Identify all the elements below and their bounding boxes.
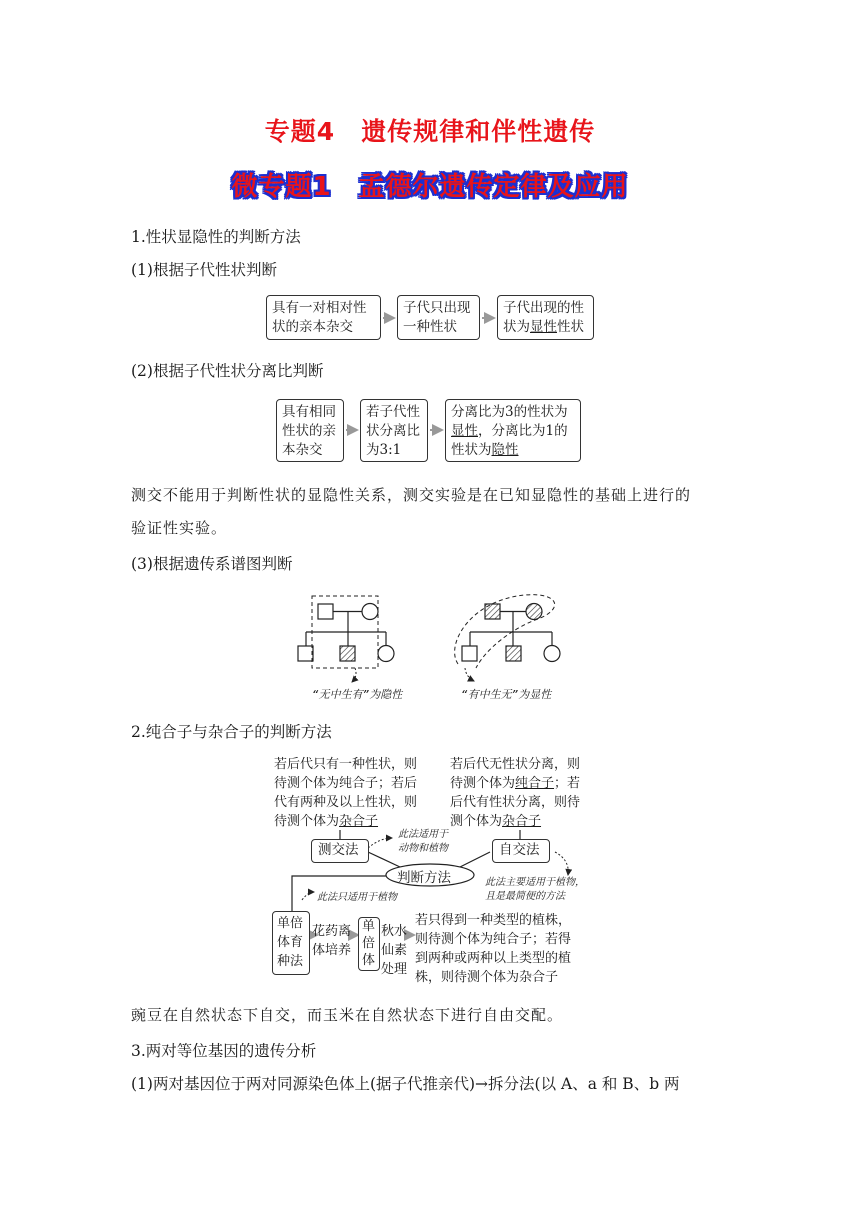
- selfcross-note: [485, 876, 585, 904]
- selfcross-note-1: 此法主要适用于植物，: [485, 877, 585, 888]
- ped-left-child-1: [298, 646, 313, 661]
- colchicine-text: [381, 922, 407, 979]
- testcross-l4-u: 杂合子: [339, 814, 379, 829]
- selfcross-l2-post: ；若: [554, 776, 581, 791]
- flow2-b3-recessive: 隐性: [491, 442, 519, 458]
- flow2-box1-line3: 本杂交: [282, 442, 323, 458]
- pedigree-right: [455, 595, 560, 681]
- flow1-box1-line2: 状的亲本杂交: [272, 319, 353, 335]
- anther-culture-text: [312, 922, 351, 960]
- result-line-2: 则待测个体为纯合子；若得: [415, 932, 572, 947]
- haploid-note: 此法只适用于植物: [317, 892, 397, 903]
- flow1-b3-pre: 状为: [503, 319, 530, 335]
- testcross-line-3: 代有两种及以上性状，则: [274, 795, 418, 810]
- colch-line-1: 秋水: [381, 924, 408, 939]
- page-subtitle: 微专题1 孟德尔遗传定律及应用: [231, 172, 629, 202]
- section-2-heading: 2.纯合子与杂合子的判断方法: [131, 723, 332, 741]
- testcross-note-1: 此法适用于: [398, 829, 448, 840]
- pedigree-left: [298, 596, 394, 682]
- flow2-box1-line2: 性状的亲: [282, 423, 336, 439]
- flow2-b3-dominant: 显性: [451, 423, 478, 439]
- selfcross-l2-pre: 待测个体为: [450, 776, 516, 791]
- haploid-box-line-1: 单倍: [277, 916, 304, 931]
- haploid-breeding-box: [272, 911, 310, 975]
- testcross-method-box: 测交法: [311, 839, 369, 863]
- flow1-box2-line1: 子代只出现: [403, 300, 471, 316]
- section-1-p1: (1)根据子代性状判断: [131, 261, 277, 279]
- testcross-line-2: 待测个体为纯合子；若后: [274, 776, 418, 791]
- colch-line-2: 仙素: [381, 943, 408, 958]
- result-line-4: 株，则待测个体为杂合子: [415, 970, 559, 985]
- flow2-box1-line1: 具有相同: [282, 404, 336, 420]
- flow1-box3-line1: 子代出现的性: [503, 300, 584, 316]
- testcross-line-1: 若后代只有一种性状，则: [274, 757, 418, 772]
- haploid-char-1: 单: [362, 919, 376, 934]
- testcross-note: [398, 828, 448, 856]
- flow1-b3-post: 性状: [557, 319, 584, 335]
- flow1-box1-line1: 具有一对相对性: [272, 300, 367, 316]
- pedigree-right-label: “有中生无”为显性: [461, 688, 552, 701]
- testcross-note-2: 动物和植物: [398, 843, 448, 854]
- section-1-heading: 1.性状显隐性的判断方法: [131, 228, 301, 246]
- note-line-2: 验证性实验。: [131, 519, 228, 537]
- selfcross-line-3: 后代有性状分离，则待: [450, 795, 581, 810]
- flow2-box2-line2: 状分离比: [366, 423, 420, 439]
- pedigree-left-label: “无中生有”为隐性: [312, 688, 403, 701]
- flow2-arrows: [0, 380, 860, 480]
- section-3-p1: (1)两对基因位于两对同源染色体上(据子代推亲代)→拆分法(以 A、a 和 B、b 两: [131, 1075, 680, 1093]
- ped-right-mother: [526, 604, 542, 620]
- flow2-b3-pre: 性状为: [451, 442, 492, 458]
- anther-line-1: 花药离: [312, 924, 352, 939]
- flow2-box3-line1: 分离比为3的性状为: [451, 404, 568, 420]
- mid-note: 豌豆在自然状态下自交，而玉米在自然状态下进行自由交配。: [131, 1006, 564, 1024]
- flow2-box2-line1: 若子代性: [366, 404, 420, 420]
- section-1-p3: (3)根据遗传系谱图判断: [131, 555, 293, 573]
- selfcross-note-2: 且是最简便的方法: [485, 891, 565, 902]
- selfcross-l4-pre: 测个体为: [450, 814, 503, 829]
- haploid-result-text: [415, 911, 571, 987]
- section-1-p2: (2)根据子代性状分离比判断: [131, 362, 324, 380]
- selfcross-method-box: 自交法: [492, 839, 550, 863]
- selfcross-line-2: [450, 774, 580, 793]
- ped-right-child-3: [544, 646, 560, 662]
- haploid-box-line-2: 体育: [277, 935, 304, 950]
- anther-line-2: 体培养: [312, 943, 352, 958]
- haploid-char-3: 体: [362, 953, 376, 968]
- testcross-l4-pre: 待测个体为: [274, 814, 340, 829]
- ped-left-child-affected: [340, 646, 355, 661]
- result-line-1: 若只得到一种类型的植株，: [415, 913, 572, 928]
- selfcross-line-1: 若后代无性状分离，则: [450, 757, 581, 772]
- flow2-b3-post: ，分离比为1的: [478, 423, 568, 439]
- flow1-b3-underline: 显性: [530, 319, 557, 335]
- result-line-3: 到两种或两种以上类型的植: [415, 951, 572, 966]
- ped-left-child-3: [378, 646, 394, 662]
- method-oval-label: 判断方法: [397, 870, 451, 886]
- selfcross-l4-u: 杂合子: [502, 814, 542, 829]
- haploid-char-2: 倍: [362, 936, 376, 951]
- haploid-box-line-3: 种法: [277, 954, 304, 969]
- section-3-heading: 3.两对等位基因的遗传分析: [131, 1042, 317, 1060]
- flow2-box2-line3: 为3:1: [366, 442, 402, 458]
- colch-line-3: 处理: [381, 962, 408, 977]
- flow1-box2-line2: 一种性状: [403, 319, 457, 335]
- ped-right-child-2: [506, 646, 521, 661]
- haploid-box: [358, 917, 380, 971]
- page-title: 专题4 遗传规律和伴性遗传: [264, 117, 596, 146]
- note-line-1: 测交不能用于判断性状的显隐性关系，测交实验是在已知显隐性的基础上进行的: [131, 486, 692, 504]
- ped-right-child-unaffected: [462, 646, 477, 661]
- ped-left-father: [318, 604, 333, 619]
- ped-left-mother: [362, 604, 378, 620]
- selfcross-l2-u: 纯合子: [515, 776, 555, 791]
- flow1-arrows: [0, 0, 860, 360]
